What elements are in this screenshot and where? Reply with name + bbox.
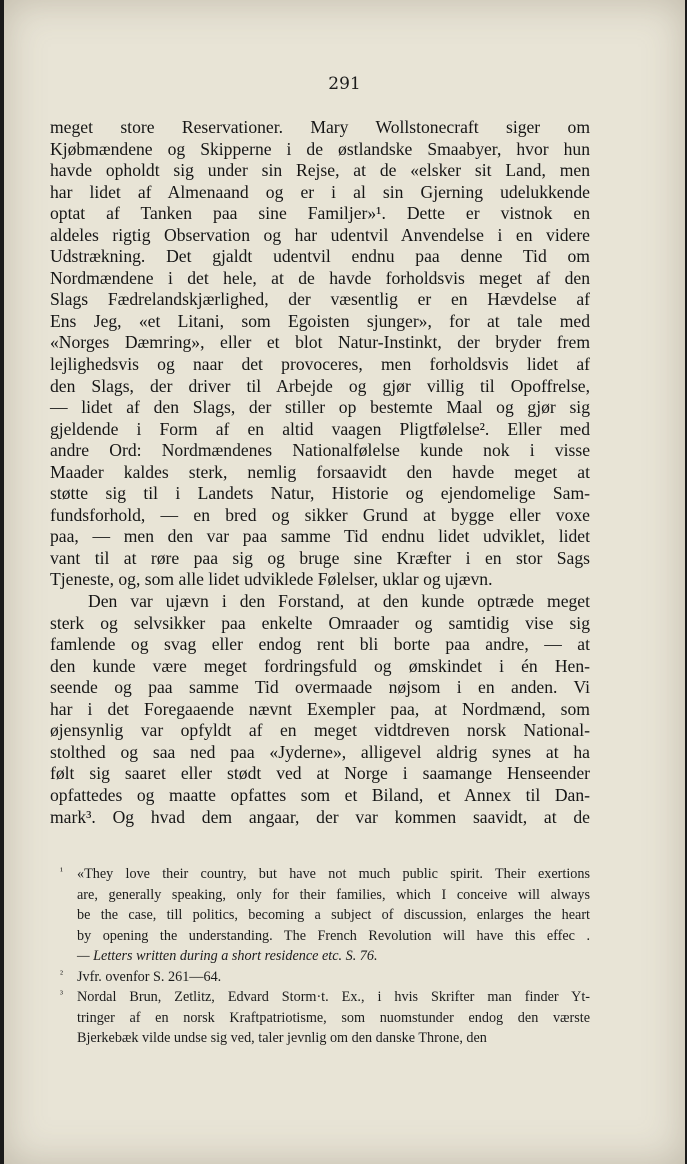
footnote-mark: ² [60, 968, 63, 980]
footnote-mark: ³ [60, 989, 63, 1000]
body-line: optat af Tanken paa sine Familjer»¹. Dette er vistnok en [50, 203, 590, 224]
footnote-line: — Letters written during a short residence etc. S. 76. [77, 948, 378, 964]
body-line: Tjeneste, og, som alle lidet udviklede Følelser, uklar og ujævn. [50, 569, 493, 590]
footnote [50, 967, 590, 988]
body-line: den Slags, der driver til Arbejde og gjør villig til Opoffrelse, [50, 375, 590, 396]
body-line: paa, — men den var paa samme Tid endnu lidet udviklet, lidet [50, 526, 590, 547]
book-page [4, 0, 685, 1164]
footnote [50, 864, 590, 967]
footnote-line: tringer af en norsk Kraftpatriotisme, som nuomstunder endog den værste [77, 1009, 590, 1026]
body-line: øjensynlig var opfyldt af en meget vidtdreven norsk National- [50, 720, 590, 741]
body-line: Udstrækning. Det gjaldt udentvil endnu paa denne Tid om [50, 246, 590, 267]
body-line: Den var ujævn i den Forstand, at den kunde optræde meget [88, 591, 590, 612]
body-line: andre Ord: Nordmændenes Nationalfølelse kunde nok i visse [50, 440, 590, 461]
body-line: følt sig saaret eller stødt ved at Norge i saamange Henseender [50, 763, 590, 784]
body-line: støtte sig til i Landets Natur, Historie og ejendomelige Sam- [50, 483, 590, 504]
footnote-line: are, generally speaking, only for their families, which I conceive will always [77, 886, 590, 903]
body-line: stolthed og saa ned paa «Jyderne», alligevel aldrig synes at ha [50, 741, 590, 762]
body-line: Maader kaldes sterk, nemlig forsaavidt den havde meget at [50, 461, 590, 482]
body-line: har lidet af Almenaand og er i al sin Gjerning udelukkende [50, 181, 590, 202]
body-line: aldeles rigtig Observation og har udentvil Anvendelse i en videre [50, 224, 590, 245]
footnote-mark: ¹ [60, 866, 63, 877]
page-number: 291 [328, 74, 361, 94]
footnotes [50, 864, 590, 1049]
body-line: gjeldende i Form af en altid vaagen Pligtfølelse². Eller med [50, 418, 590, 439]
body-line: mark³. Og hvad dem angaar, der var kommen saavidt, at de [50, 806, 590, 827]
body-line: Kjøbmændene og Skipperne i de østlandske Smaabyer, hvor hun [50, 138, 590, 159]
body-line: fundsforhold, — en bred og sikker Grund at bygge eller voxe [50, 504, 590, 525]
body-line: — lidet af den Slags, der stiller op bestemte Maal og gjør sig [50, 397, 590, 418]
body-line: Nordmændene i det hele, at de havde forholdsvis meget af den [50, 267, 590, 288]
body-line: havde opholdt sig under sin Rejse, at de «elsker sit Land, men [50, 160, 590, 181]
body-line: har i det Foregaaende nævnt Exempler paa, at Nordmænd, som [50, 698, 590, 719]
footnote-line: by opening the understanding. The French Revolution will have this effec . [77, 927, 590, 944]
body-line: lejlighedsvis og naar det provoceres, men forholdsvis lidet af [50, 354, 590, 375]
body-line: vant til at røre paa sig og bruge sine Kræfter i en stor Sags [50, 547, 590, 568]
footnote-line: ¹ «They love their country, but have not much public spirit. Their exertions [50, 864, 590, 885]
body-line: seende og paa samme Tid overmaade nøjsom i en anden. Vi [50, 677, 590, 698]
body-line: opfattedes og maatte opfattes som et Biland, et Annex til Dan- [50, 784, 590, 805]
footnote-line: ³ Nordal Brun, Zetlitz, Edvard Storm·t. Ex., i hvis Skrifter man finder Yt- [50, 987, 590, 1008]
footnote-line: be the case, till politics, becoming a subject of discussion, enlarges the heart [77, 907, 590, 923]
body-line: Ens Jeg, «et Litani, som Egoisten sjunger», for at tale med [50, 310, 590, 331]
body-line: den kunde være meget fordringsfuld og ømskindet i én Hen- [50, 655, 590, 676]
body-line: «Norges Dæmring», eller et blot Natur-Instinkt, der bryder frem [50, 332, 590, 353]
footnote-line: Bjerkebæk vilde undse sig ved, taler jevnlig om den danske Throne, den [77, 1030, 487, 1046]
body-line: sterk og selvsikker paa enkelte Omraader og samtidig vise sig [50, 612, 590, 633]
body-line: meget store Reservationer. Mary Wollstonecraft siger om [50, 117, 590, 137]
body-line: Slags Fædrelandskjærlighed, der væsentlig er en Hævdelse af [50, 289, 590, 310]
footnote-line: ² Jvfr. ovenfor S. 261—64. [50, 967, 590, 988]
footnote [50, 987, 590, 1049]
body-line: famlende og svag eller endog rent bli borte paa andre, — at [50, 634, 590, 655]
body-text [50, 117, 590, 828]
